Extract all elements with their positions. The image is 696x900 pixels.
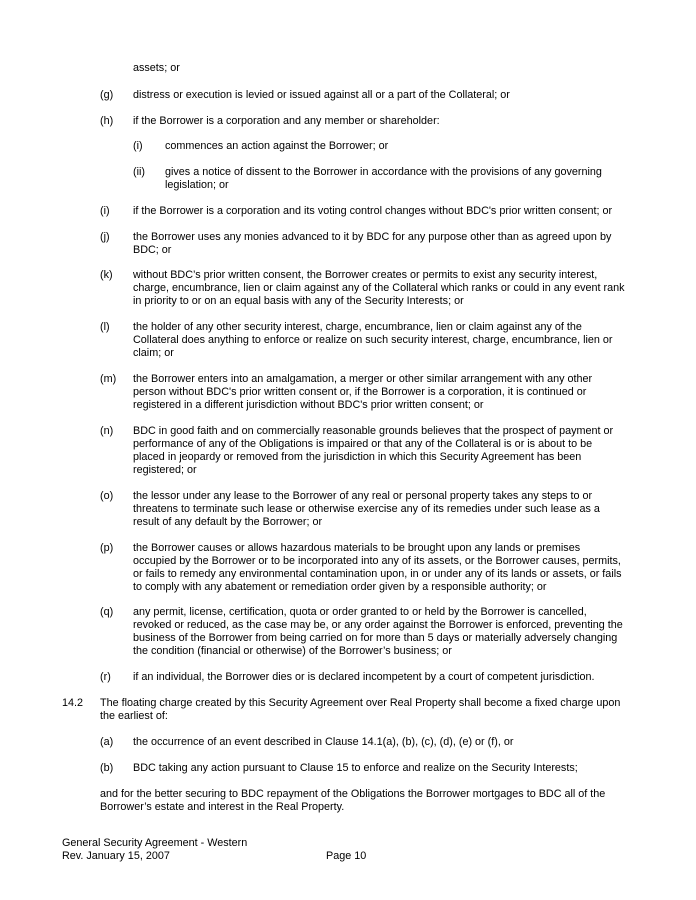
clause-line: the holder of any other security interest, charge, encumbrance, lien or claim against any of the <box>133 321 582 333</box>
clause-line: charge, encumbrance, lien or claim against any of the Collateral which ranks or could in any event rank <box>133 282 625 294</box>
clause-line: in priority to or on an equal basis with any of the Security Interests; or <box>133 295 464 307</box>
clause-label: (r) <box>100 671 111 683</box>
clause-line: any permit, license, certification, quota or order granted to or held by the Borrower is cancelled, <box>133 606 587 618</box>
subclause-line: gives a notice of dissent to the Borrower in accordance with the provisions of any governing <box>165 166 602 178</box>
clause-label: (g) <box>100 89 114 101</box>
subclause-line: commences an action against the Borrower; or <box>165 140 389 152</box>
clause-line: or fails to remedy any environmental contamination upon, in or under any of its lands or assets, or fails <box>133 568 622 580</box>
footer-page-number: Page 10 <box>326 850 367 862</box>
continued-text: assets; or <box>133 62 180 74</box>
clause-line: performance of any of the Obligations is impaired or that any of the Collateral is or is about to be <box>133 438 593 450</box>
clause-line: BDC; or <box>133 244 172 256</box>
clause-line: business of the Borrower from being carried on for more than 5 days or materially adversely changing <box>133 632 618 644</box>
clause-line: the Borrower causes or allows hazardous materials to be brought upon any lands or premises <box>133 542 581 554</box>
footer-doc-title: General Security Agreement - Western <box>62 837 248 849</box>
subclause-label: (i) <box>133 140 143 152</box>
clause-label: (o) <box>100 490 114 502</box>
footer-revision: Rev. January 15, 2007 <box>62 850 170 862</box>
clause-label: (h) <box>100 115 114 127</box>
clause-line: BDC in good faith and on commercially reasonable grounds believes that the prospect of payment or <box>133 425 614 437</box>
clause-line: threatens to terminate such lease or otherwise exercise any of its remedies under such lease as a <box>133 503 600 515</box>
clause-line: to comply with any abatement or remediation order given by a responsible authority; or <box>133 581 547 593</box>
clause-line: placed in jeopardy or removed from the jurisdiction in which this Security Agreement has been <box>133 451 582 463</box>
clause-line: the lessor under any lease to the Borrower of any real or personal property takes any steps to or <box>133 490 593 502</box>
clause-line: if the Borrower is a corporation and any member or shareholder: <box>133 115 440 127</box>
clause-line: person without BDC's prior written consent or, if the Borrower is a corporation, it is continued or <box>133 386 587 398</box>
clause-line: Collateral does anything to enforce or realize on such security interest, charge, encumbrance, lien or <box>133 334 613 346</box>
clause-label: (i) <box>100 205 110 217</box>
clause-line: the Borrower uses any monies advanced to it by BDC for any purpose other than as agreed upon by <box>133 231 612 243</box>
closing-line: Borrower’s estate and interest in the Real Property. <box>100 801 345 813</box>
clause-line: BDC taking any action pursuant to Clause 15 to enforce and realize on the Security Interests; <box>133 762 578 774</box>
clause-line: the occurrence of an event described in Clause 14.1(a), (b), (c), (d), (e) or (f), or <box>133 736 514 748</box>
clause-label: (b) <box>100 762 114 774</box>
subclause-line: legislation; or <box>165 179 229 191</box>
clause-label: (j) <box>100 231 110 243</box>
clause-line: the Borrower enters into an amalgamation, a merger or other similar arrangement with any other <box>133 373 593 385</box>
clause-line: revoked or reduced, as the case may be, or any order against the Borrower is enforced, preventing the <box>133 619 623 631</box>
clause-label: (k) <box>100 269 113 281</box>
clause-line: the earliest of: <box>100 710 168 722</box>
clause-line: if the Borrower is a corporation and its voting control changes without BDC's prior written consent; or <box>133 205 613 217</box>
clause-label: (a) <box>100 736 114 748</box>
closing-line: and for the better securing to BDC repayment of the Obligations the Borrower mortgages to BDC all of the <box>100 788 606 800</box>
clause-line: if an individual, the Borrower dies or is declared incompetent by a court of competent jurisdiction. <box>133 671 595 683</box>
clause-number: 14.2 <box>62 697 84 709</box>
clause-line: result of any default by the Borrower; or <box>133 516 323 528</box>
clause-line: the condition (financial or otherwise) of the Borrower’s business; or <box>133 645 452 657</box>
clause-line: without BDC’s prior written consent, the Borrower creates or permits to exist any security interest, <box>133 269 598 281</box>
clause-label: (n) <box>100 425 114 437</box>
clause-label: (m) <box>100 373 117 385</box>
subclause-label: (ii) <box>133 166 145 178</box>
clause-label: (l) <box>100 321 110 333</box>
clause-line: claim; or <box>133 347 174 359</box>
clause-line: registered in a different jurisdiction without BDC's prior written consent; or <box>133 399 484 411</box>
clause-line: occupied by the Borrower or to be incorporated into any of its assets, or the Borrower causes, permits, <box>133 555 621 567</box>
clause-line: registered; or <box>133 464 197 476</box>
clause-label: (p) <box>100 542 114 554</box>
clause-line: distress or execution is levied or issued against all or a part of the Collateral; or <box>133 89 510 101</box>
clause-label: (q) <box>100 606 114 618</box>
clause-line: The floating charge created by this Security Agreement over Real Property shall become a fixed charge upon <box>100 697 621 709</box>
